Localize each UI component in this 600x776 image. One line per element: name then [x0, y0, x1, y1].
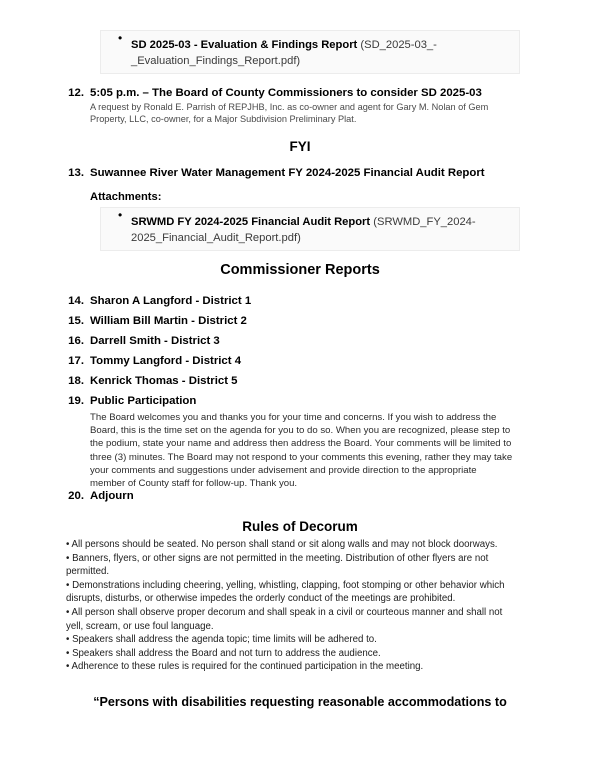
attachments-label: Attachments:: [90, 191, 162, 203]
agenda-item-15: [62, 314, 520, 329]
agenda-item-description: A request by Ronald E. Parrish of REPJHB, Inc. as co-owner and agent for Gary M. Nolan of Gem Property, LLC, co-owner, for a Major Subdivision Preliminary Plat.: [90, 102, 489, 124]
agenda-item-body: [90, 489, 520, 504]
list-item[interactable]: [131, 208, 509, 246]
attachment-title: SRWMD FY 2024-2025 Financial Audit Report: [131, 216, 371, 228]
ada-accommodation-statement: “Persons with disabilities requesting reasonable accommodations to: [93, 695, 507, 709]
attachment-panel-evaluation-findings: [100, 30, 520, 74]
attachment-list: [101, 208, 519, 246]
rule-line: • Banners, flyers, or other signs are not permitted in the meeting. Distribution of other flyers are not permitted.: [66, 552, 489, 578]
agenda-item-number: 17.: [68, 355, 84, 367]
rule-line: • Speakers shall address the Board and not turn to address the audience.: [66, 647, 381, 659]
agenda-item-body: [90, 86, 520, 125]
agenda-item-title: Adjourn: [90, 490, 134, 502]
rule-line: • Speakers shall address the agenda topic; time limits will be adhered to.: [66, 634, 377, 646]
agenda-item-title: 5:05 p.m. – The Board of County Commissioners to consider SD 2025-03: [90, 87, 482, 99]
agenda-item-body: [90, 374, 520, 389]
agenda-item-body: [90, 354, 520, 369]
agenda-item-body: [90, 334, 520, 349]
agenda-item-19: [62, 394, 514, 490]
commissioner-name: Darrell Smith - District 3: [90, 335, 220, 347]
commissioner-name: William Bill Martin - District 2: [90, 315, 247, 327]
attachment-filename: (SRWMD_FY_2024-2025_Financial_Audit_Report.pdf): [131, 216, 476, 244]
commissioner-name: Kenrick Thomas - District 5: [90, 375, 238, 387]
section-heading-rules-of-decorum: Rules of Decorum: [242, 519, 358, 534]
agenda-item-16: [62, 334, 520, 349]
agenda-item-number: 12.: [68, 87, 84, 99]
rules-of-decorum-list: [66, 538, 518, 674]
attachment-panel-srwmd-audit: [100, 207, 520, 251]
rule-line: • Adherence to these rules is required for the continued participation in the meeting.: [66, 661, 424, 673]
commissioner-name: Sharon A Langford - District 1: [90, 295, 252, 307]
agenda-item-18: [62, 374, 520, 389]
agenda-item-number: 20.: [68, 490, 84, 502]
agenda-item-12: [62, 86, 520, 125]
public-participation-paragraph: The Board welcomes you and thanks you for your time and concerns. If you wish to address the Board, this is the time set on the agenda for you to do so. When you are recognized, please step to the podium, state your name and address then address the Board. Your comments will be limited to three (3) minutes. The Board may not respond to your comments this evening, rather they may take your comments and suggestions under advisement and provide direction to the appropriate member of County staff for follow-up. Thank you.: [90, 412, 513, 490]
agenda-item-number: 15.: [68, 315, 84, 327]
agenda-item-17: [62, 354, 520, 369]
attachment-filename: (SD_2025-03_-_Evaluation_Findings_Report.pdf): [131, 39, 437, 67]
agenda-item-title: Public Participation: [90, 395, 197, 407]
rule-line: • All persons should be seated. No person shall stand or sit along walls and may not block doorways.: [66, 539, 498, 550]
agenda-item-number: 19.: [68, 395, 84, 407]
commissioner-name: Tommy Langford - District 4: [90, 355, 242, 367]
agenda-item-title: Suwannee River Water Management FY 2024-2025 Financial Audit Report: [90, 167, 485, 179]
rule-line: • Demonstrations including cheering, yelling, whistling, clapping, foot stomping or other behavior which disrupts, disturbs, or otherwise impedes the orderly conduct of the meetings are prohibited.: [66, 579, 505, 605]
agenda-item-number: 16.: [68, 335, 84, 347]
agenda-item-body: [90, 314, 520, 329]
attachment-list: [101, 31, 519, 69]
list-item[interactable]: [131, 31, 509, 69]
agenda-item-14: [62, 294, 520, 309]
section-heading-commissioner-reports: Commissioner Reports: [220, 262, 380, 278]
agenda-item-number: 18.: [68, 375, 84, 387]
agenda-item-number: 13.: [68, 167, 84, 179]
section-heading-fyi: FYI: [289, 139, 311, 154]
agenda-item-number: 14.: [68, 295, 84, 307]
agenda-item-body: [90, 166, 520, 181]
attachment-title: SD 2025-03 - Evaluation & Findings Report: [131, 39, 358, 51]
agenda-item-body: [90, 294, 520, 309]
agenda-item-13: [62, 166, 520, 181]
agenda-item-20: [62, 489, 520, 504]
rule-line: • All person shall observe proper decorum and shall speak in a civil or courteous manner and shall not yell, scream, or use foul language.: [66, 606, 503, 632]
agenda-item-body: [90, 394, 514, 490]
